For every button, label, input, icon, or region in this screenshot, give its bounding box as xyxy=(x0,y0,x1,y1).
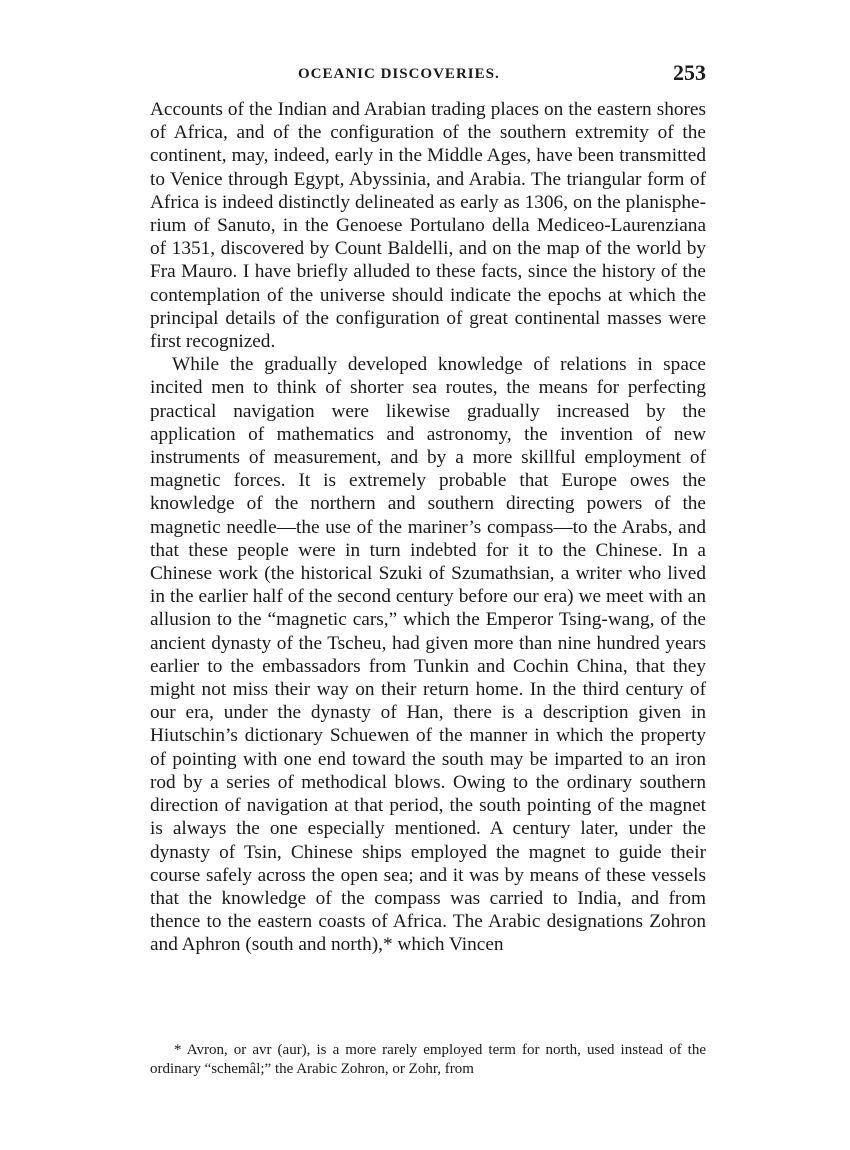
page-number: 253 xyxy=(673,60,706,85)
footnote: * Avron, or avr (aur), is a more rarely employed term for north, used instead of the ordinary “schemâl;” the Arabic Zohron, or Zohr, from xyxy=(150,1042,706,1077)
paragraph-accounts: Accounts of the Indian and Arabian trading places on the eastern shores of Africa, and of the configuration of the southern extremity of the continent, may, indeed, early in the Middle Ages, have been transmitted to Venice through Egypt, Abyssinia, and Arabia. The triangular form of Africa is indeed distinctly delineated as early as 1306, on the planispherium of Sanuto, in the Genoese Portulano della Mediceo-Laurenziana of 1351, discovered by Count Baldelli, and on the map of the world by Fra Mauro. I have briefly alluded to these facts, since the history of the contemplation of the universe should indicate the epochs at which the principal details of the configuration of great continental masses were first recognized. xyxy=(150,99,706,353)
paragraph-magnetic-needle: While the gradually developed knowledge of relations in space incited men to think of shorter sea routes, the means for perfecting practical navigation were likewise gradually increased by the application of mathematics and astronomy, the invention of new instruments of measurement, and by a more skillful employment of magnetic forces. It is extremely probable that Europe owes the knowledge of the northern and southern directing powers of the magnetic needle—the use of the mariner’s compass—to the Arabs, and that these people were in turn indebted for it to the Chinese. In a Chinese work (the historical Szuki of Szumathsian, a writer who lived in the earlier half of the second century before our era) we meet with an allusion to the “magnetic cars,” which the Emperor Tsing-wang, of the ancient dynasty of the Tscheu, had given more than nine hundred years earlier to the embassadors from Tunkin and Cochin China, that they might not miss their way on their return home. In the third century of our era, under the dynasty of Han, there is a description given in Hiutschin’s dictionary Schuewen of the manner in which the property of pointing with one end toward the south may be imparted to an iron rod by a series of methodical blows. Owing to the ordinary southern direction of navigation at that period, the south pointing of the magnet is always the one especially mentioned. A century later, under the dynasty of Tsin, Chinese ships employed the magnet to guide their course safely across the open sea; and it was by means of these vessels that the knowledge of the compass was carried to India, and from thence to the eastern coasts of Africa. The Arabic designations Zohron and Aphron (south and north),* which Vincen xyxy=(150,354,706,956)
page-header xyxy=(150,62,706,86)
running-head: OCEANIC DISCOVERIES. xyxy=(298,66,500,82)
body-text xyxy=(150,98,706,957)
